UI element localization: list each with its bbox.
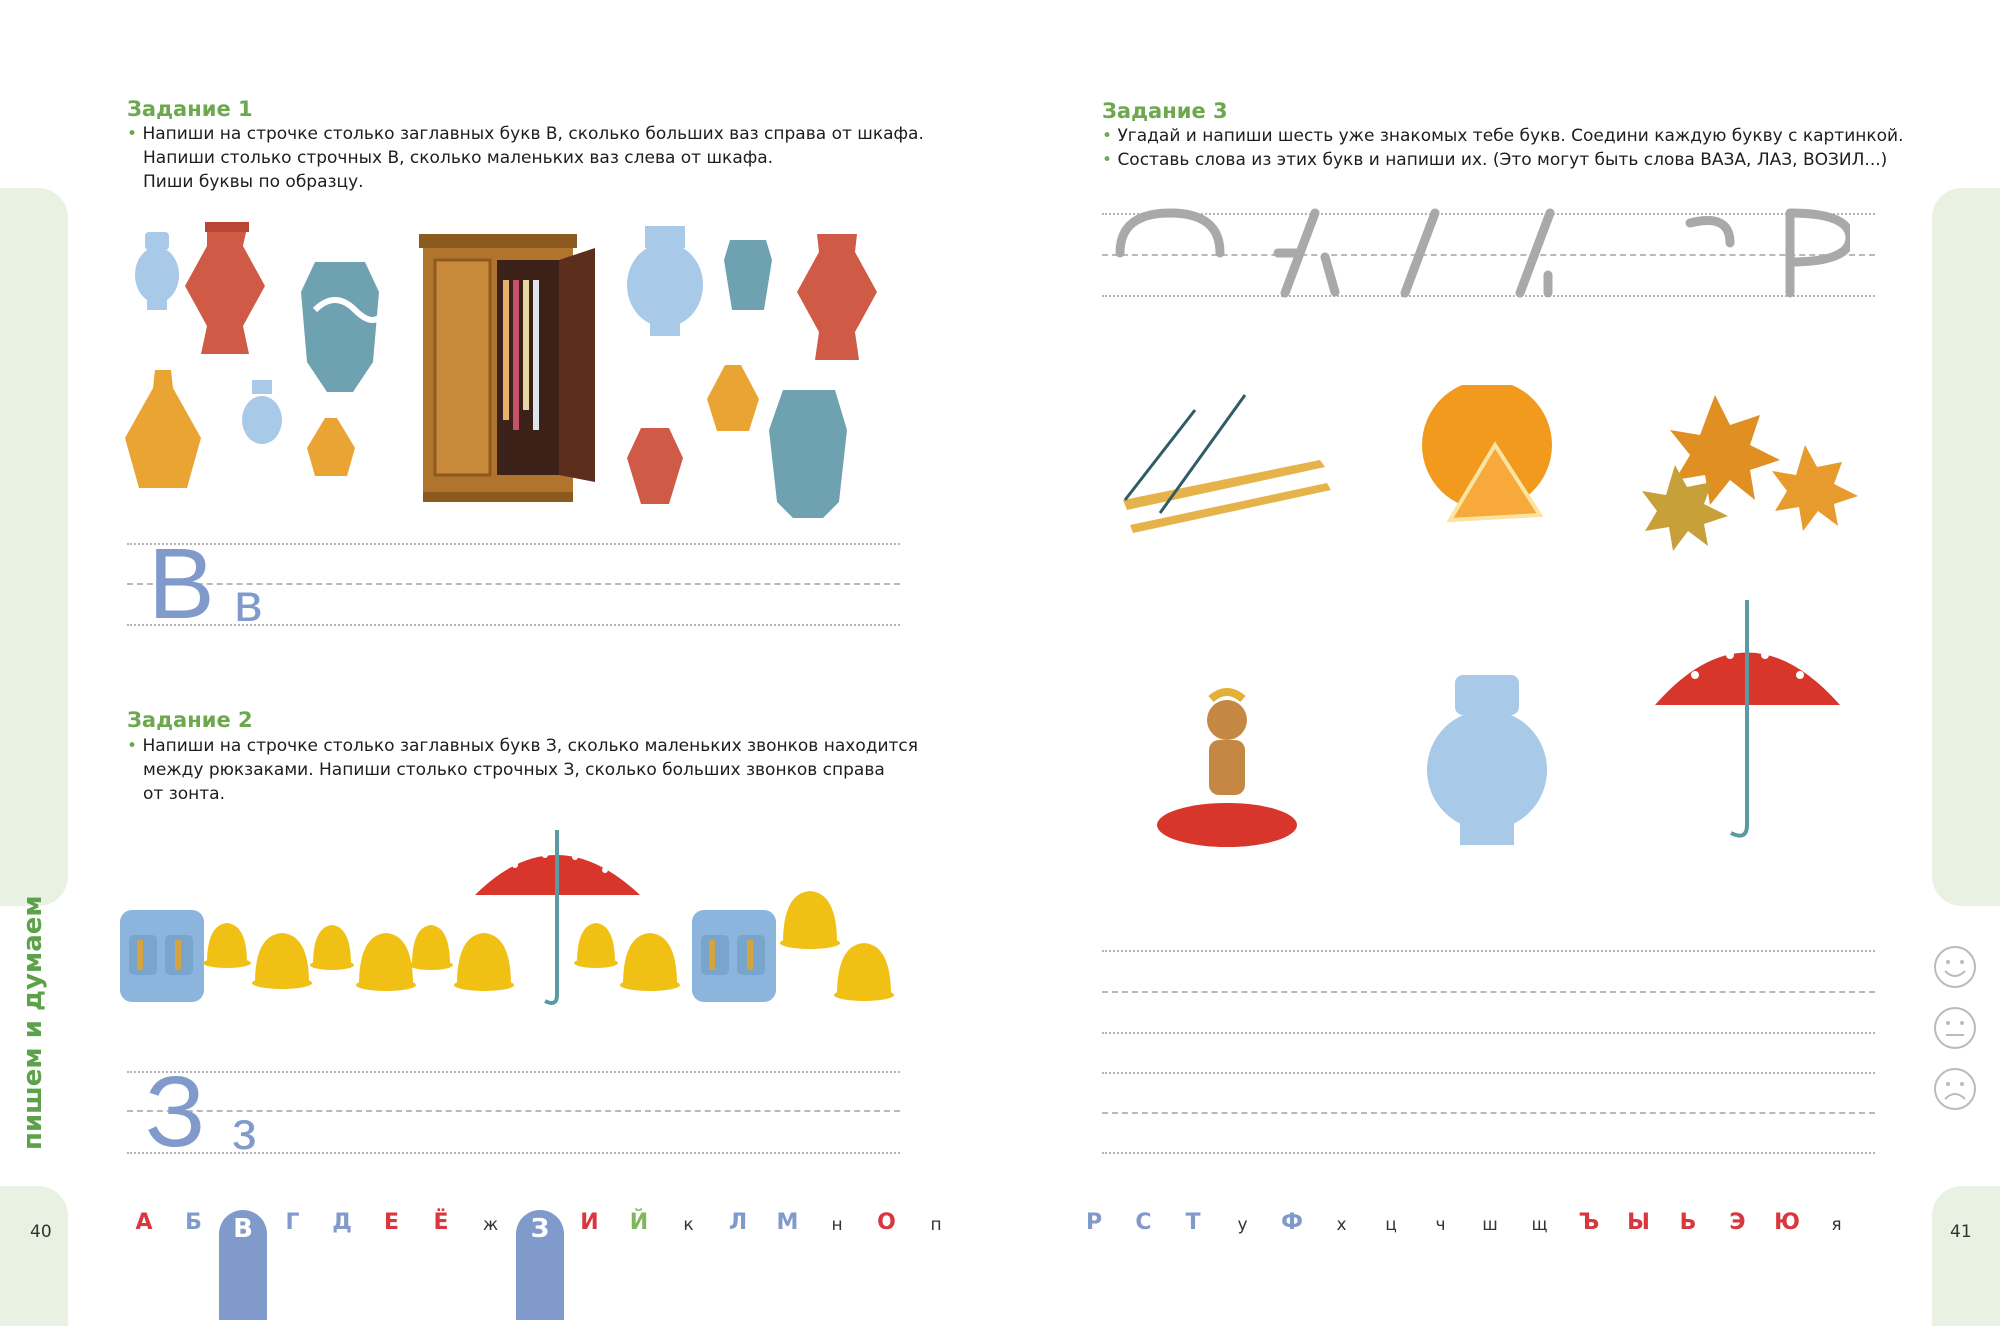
meditating-man-icon — [1157, 692, 1297, 847]
bell-icon — [834, 943, 894, 1001]
sample-letter-lower: з — [232, 1101, 257, 1161]
side-tab-left — [0, 188, 68, 906]
alphabet-letter: х — [1336, 1215, 1347, 1235]
alphabet-letter: Ъ — [1578, 1210, 1600, 1235]
letter-fragment-l — [1405, 213, 1435, 293]
vase-icon — [125, 370, 201, 488]
writing-line-top — [1102, 950, 1875, 952]
vase-icon — [724, 240, 772, 310]
writing-line-top — [127, 1071, 900, 1073]
backpack-icon — [120, 910, 204, 1002]
alphabet-letter: Ю — [1774, 1210, 1800, 1235]
bell-icon — [203, 923, 251, 968]
writing-line-middle — [1102, 991, 1875, 993]
sample-letter-lower: в — [234, 573, 263, 633]
task1-title: Задание 1 — [127, 97, 253, 121]
alphabet-letter: Ь — [1679, 1210, 1697, 1235]
sample-letter-upper: З — [145, 1056, 206, 1168]
alphabet-letter: М — [776, 1210, 799, 1235]
alphabet-letter-highlighted: В — [219, 1210, 267, 1320]
alphabet-letter: у — [1237, 1215, 1248, 1235]
bell-icon — [454, 933, 514, 991]
alphabet-letter: И — [580, 1210, 599, 1235]
vase-icon — [307, 418, 355, 476]
task3-instructions: • Угадай и напиши шесть уже знакомых тебе букв. Соедини каждую букву с картинкой. • Составь слова из этих букв и напиши их. (Это могут быть слова ВАЗА, ЛАЗ, ВОЗИЛ...) — [1102, 126, 1904, 170]
vase-icon — [627, 226, 703, 336]
alphabet-letter: Г — [285, 1210, 300, 1235]
alphabet-letter: Т — [1185, 1210, 1201, 1235]
alphabet-letter: Р — [1085, 1210, 1103, 1235]
bell-icon — [356, 933, 416, 991]
alphabet-letter: Э — [1729, 1210, 1746, 1235]
vases-wardrobe-illustration — [125, 220, 895, 520]
alphabet-letter: Ф — [1281, 1210, 1303, 1235]
alphabet-letter: Ё — [433, 1210, 449, 1235]
task2-title: Задание 2 — [127, 708, 253, 732]
backpack-icon — [692, 910, 776, 1002]
letter-fragment-r — [1790, 213, 1850, 293]
section-label: пишем и думаем — [18, 895, 48, 1150]
vase-icon — [707, 365, 759, 431]
alphabet-letter: п — [930, 1215, 942, 1235]
neutral-face-icon[interactable] — [1933, 1006, 1977, 1050]
alphabet-letter: к — [683, 1215, 694, 1235]
task1-instructions: • Напиши на строчке столько заглавных букв В, сколько больших ваз справа от шкафа. Напиши столько строчных В, сколько маленьких ваз слева от шкафа. Пиши буквы по образцу. — [127, 124, 924, 192]
vase-icon — [301, 262, 385, 392]
alphabet-letter: Й — [629, 1210, 649, 1235]
bell-icon — [574, 923, 618, 968]
alphabet-letter: Е — [383, 1210, 400, 1235]
wardrobe-icon — [419, 234, 595, 502]
autumn-leaves-icon — [1642, 395, 1858, 551]
alphabet-letter: ж — [482, 1215, 499, 1235]
bells-backpacks-illustration — [115, 825, 905, 1010]
skis-icon — [1123, 395, 1331, 533]
sample-letter-upper: В — [148, 528, 215, 640]
alphabet-letter: Л — [728, 1210, 748, 1235]
alphabet-letter: С — [1135, 1210, 1152, 1235]
writing-line-middle — [1102, 1112, 1875, 1114]
letter-fragment-a — [1278, 213, 1335, 293]
vase-icon — [185, 222, 265, 354]
alphabet-letter: я — [1831, 1215, 1842, 1235]
alphabet-letter: А — [135, 1210, 153, 1235]
sad-face-icon[interactable] — [1933, 1067, 1977, 1111]
alphabet-letter: щ — [1531, 1215, 1548, 1235]
six-pictures — [1115, 385, 1875, 865]
alphabet-letter: Д — [332, 1210, 352, 1235]
task2-instructions: • Напиши на строчке столько заглавных букв З, сколько маленьких звонков находится между рюкзаками. Напиши столько строчных З, сколько больших звонков справа от зонта. — [127, 736, 918, 804]
letter-fragment-o — [1120, 213, 1220, 253]
bell-icon — [310, 925, 354, 970]
alphabet-letter: ц — [1385, 1215, 1397, 1235]
side-tab-right — [1932, 188, 2000, 906]
vase-icon — [135, 232, 179, 310]
bell-icon — [252, 933, 312, 989]
vase-icon — [242, 380, 282, 444]
happy-face-icon[interactable] — [1933, 945, 1977, 989]
umbrella-icon — [1655, 600, 1840, 836]
bell-icon — [409, 925, 453, 970]
vase-icon — [797, 234, 877, 360]
writing-line-top — [1102, 1072, 1875, 1074]
alphabet-letter: н — [831, 1215, 843, 1235]
bell-icon — [620, 933, 680, 991]
vase-icon — [1427, 675, 1547, 845]
alphabet-letter: О — [877, 1210, 896, 1235]
page-tab-left — [0, 1186, 68, 1326]
writing-line-bottom — [1102, 1152, 1875, 1154]
letter-fragment-i — [1520, 213, 1550, 293]
alphabet-letter: Б — [185, 1210, 202, 1235]
letter-fragments — [1110, 205, 1850, 300]
vase-icon — [769, 390, 847, 518]
letter-fragment-z — [1690, 221, 1730, 244]
writing-line-bottom — [1102, 1032, 1875, 1034]
orange-icon — [1422, 385, 1552, 520]
vase-icon — [627, 428, 683, 504]
page-number-left: 40 — [30, 1222, 52, 1242]
alphabet-letter: Ы — [1627, 1210, 1650, 1235]
writing-line-top — [127, 543, 900, 545]
alphabet-letter-highlighted: З — [516, 1210, 564, 1320]
bell-icon — [780, 891, 840, 949]
task3-title: Задание 3 — [1102, 99, 1228, 123]
page-number-right: 41 — [1950, 1222, 1972, 1242]
alphabet-letter: ч — [1435, 1215, 1446, 1235]
page-tab-right — [1932, 1186, 2000, 1326]
alphabet-letter: ш — [1482, 1215, 1498, 1235]
